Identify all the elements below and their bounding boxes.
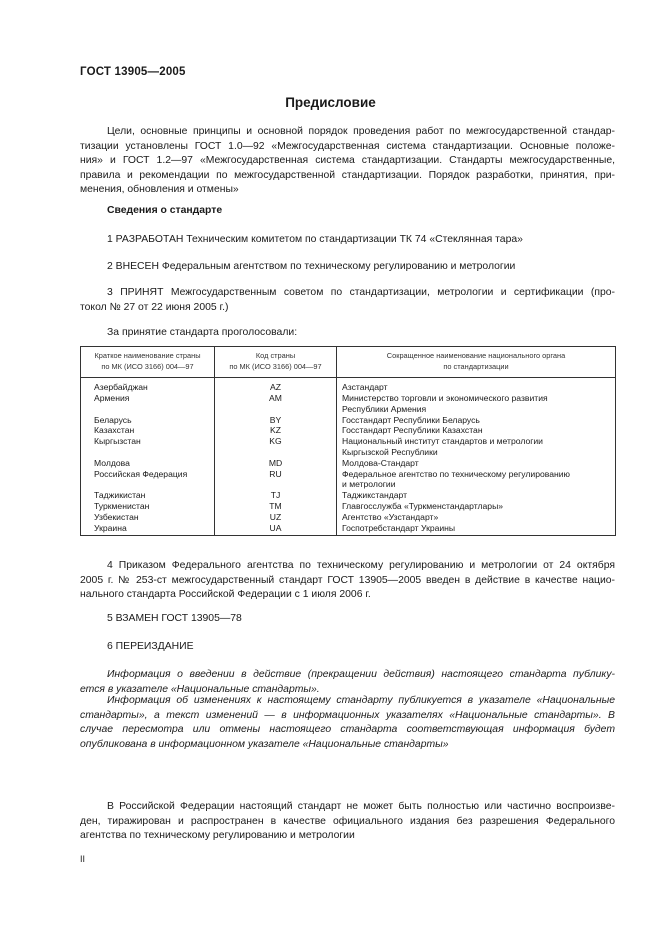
vote-intro-text: За принятие стандарта проголосовали: — [107, 327, 298, 338]
table-row — [81, 523, 616, 536]
item-text: 2005 г. № 253-ст межгосударственный стандарт ГОСТ 13905—2005 введен в действие в качестве нацио- — [80, 574, 615, 586]
intro-line: тизации установлены ГОСТ 1.0—92 «Межгосударственная система стандартизации. Основные положе- — [80, 140, 615, 152]
info-line: Информация об изменениях к настоящему стандарту публикуется в указателе «Национальные — [107, 695, 615, 706]
body-cell — [337, 523, 616, 536]
info-changes — [80, 694, 615, 752]
code-cell: KZ — [215, 425, 337, 436]
column-header-body — [337, 347, 616, 378]
body-line: Молдова-Стандарт — [342, 457, 419, 468]
body-cell — [337, 490, 616, 501]
country-cell: Туркменистан — [81, 501, 215, 512]
info-line: опубликована в информационном указателе «Национальные стандарты» — [80, 738, 449, 750]
intro-line: правила и рекомендации по межгосударственной стандартизации. Порядок разработки, принятия, при- — [80, 169, 615, 181]
body-cell — [337, 458, 616, 469]
body-line: Госстандарт Республики Казахстан — [342, 425, 483, 436]
item-text: 5 ВЗАМЕН ГОСТ 13905—78 — [107, 613, 242, 624]
info-line: Информация о введении в действие (прекращении действия) настоящего стандарта публику- — [107, 669, 615, 680]
country-cell: Молдова — [81, 458, 215, 469]
intro-line: менения, обновления и отмены» — [80, 184, 239, 196]
body-line: Таджикстандарт — [342, 490, 408, 501]
table-row — [81, 512, 616, 523]
info-enactment — [80, 668, 615, 697]
body-line: Госпотребстандарт Украины — [342, 522, 456, 533]
body-line: Национальный институт стандартов и метрологии — [342, 436, 543, 447]
info-line: стандарты», а текст изменений — в информационных указателях «Национальные стандарты». В — [80, 709, 615, 721]
item-text: 6 ПЕРЕИЗДАНИЕ — [107, 641, 194, 652]
body-line: Республики Армения — [342, 403, 427, 414]
code-cell: UA — [215, 523, 337, 536]
item-enacted — [80, 559, 615, 603]
item-reissue — [80, 640, 615, 655]
item-developed — [80, 233, 615, 248]
country-cell: Азербайджан — [81, 378, 215, 393]
item-text: 3 ПРИНЯТ Межгосударственным советом по стандартизации, метрологии и сертификации (про- — [107, 287, 615, 298]
table-row — [81, 436, 616, 458]
header-line: по МК (ИСО 3166) 004—97 — [101, 361, 194, 371]
item-text: 1 РАЗРАБОТАН Техническим комитетом по стандартизации ТК 74 «Стеклянная тара» — [107, 234, 523, 245]
code-cell: AM — [215, 393, 337, 415]
section-heading: Сведения о стандарте — [107, 205, 223, 216]
item-text: токол № 27 от 22 июня 2005 г.) — [80, 301, 229, 313]
item-introduced — [80, 260, 615, 275]
header-line: по стандартизации — [443, 361, 509, 371]
code-cell: TM — [215, 501, 337, 512]
header-line: Краткое наименование страны — [94, 351, 201, 360]
body-line: Кыргызской Республики — [342, 446, 438, 457]
code-cell: AZ — [215, 378, 337, 393]
table-row — [81, 425, 616, 436]
country-cell: Казахстан — [81, 425, 215, 436]
column-header-country — [81, 347, 215, 378]
header-line: Код страны — [255, 351, 296, 360]
page-number: II — [80, 854, 86, 864]
intro-line: Цели, основные принципы и основной порядок проведения работ по межгосударственной стандар- — [107, 126, 615, 137]
body-cell — [337, 436, 616, 458]
table-row — [81, 501, 616, 512]
page-title: Предисловие — [285, 95, 376, 110]
copyright-notice — [80, 800, 615, 844]
code-cell: TJ — [215, 490, 337, 501]
body-cell — [337, 512, 616, 523]
code-cell: RU — [215, 469, 337, 491]
country-cell: Кыргызстан — [81, 436, 215, 458]
body-line: Агентство «Узстандарт» — [342, 511, 439, 522]
voting-table — [80, 346, 616, 536]
country-cell: Украина — [81, 523, 215, 536]
info-line: ется в указателе «Национальные стандарты». — [80, 683, 320, 695]
table-row — [81, 490, 616, 501]
body-cell — [337, 378, 616, 393]
code-cell: MD — [215, 458, 337, 469]
table-row — [81, 458, 616, 469]
body-cell — [337, 501, 616, 512]
table-row — [81, 415, 616, 426]
table-header-row — [81, 347, 616, 378]
country-cell: Российская Федерация — [81, 469, 215, 491]
body-cell — [337, 469, 616, 491]
info-line: случае пересмотра или отмены настоящего стандарта соответствующая информация будет — [80, 724, 615, 736]
intro-line: ния» и ГОСТ 1.2—97 «Межгосударственная система стандартизации. Стандарты межгосударственные, — [80, 155, 615, 167]
document-designation: ГОСТ 13905—2005 — [80, 66, 186, 78]
copyright-line: агентства по техническому регулированию и метрологии — [80, 830, 355, 842]
body-cell — [337, 393, 616, 415]
body-line: Азстандарт — [342, 382, 388, 393]
code-cell: BY — [215, 415, 337, 426]
table-row — [81, 393, 616, 415]
country-cell: Узбекистан — [81, 512, 215, 523]
country-cell: Таджикистан — [81, 490, 215, 501]
copyright-line: ден, тиражирован и распространен в качестве официального издания без разрешения Федерального — [80, 815, 615, 827]
body-line: Министерство торговли и экономического развития — [342, 392, 548, 403]
column-header-code — [215, 347, 337, 378]
code-cell: UZ — [215, 512, 337, 523]
header-line: по МК (ИСО 3166) 004—97 — [229, 361, 322, 371]
code-cell: KG — [215, 436, 337, 458]
vote-intro — [80, 326, 615, 341]
item-text: 4 Приказом Федерального агентства по техническому регулированию и метрологии от 24 октября — [107, 560, 615, 571]
country-cell: Армения — [81, 393, 215, 415]
body-cell — [337, 415, 616, 426]
body-line: Главгосслужба «Туркменстандартлары» — [342, 500, 504, 511]
header-line: Сокращенное наименование национального органа — [386, 351, 566, 360]
item-replaces — [80, 612, 615, 627]
table-row — [81, 378, 616, 393]
body-line: Госстандарт Республики Беларусь — [342, 414, 480, 425]
copyright-line: В Российской Федерации настоящий стандарт не может быть полностью или частично воспроизве- — [107, 801, 615, 812]
body-line: Федеральное агентство по техническому регулированию — [342, 468, 571, 479]
country-cell: Беларусь — [81, 415, 215, 426]
item-text: нального стандарта Российской Федерации с 1 июля 2006 г. — [80, 589, 371, 601]
intro-paragraph — [80, 125, 615, 198]
body-line: и метрологии — [342, 479, 396, 490]
item-adopted — [80, 286, 615, 315]
item-text: 2 ВНЕСЕН Федеральным агентством по техническому регулированию и метрологии — [107, 261, 516, 272]
body-cell — [337, 425, 616, 436]
table-row — [81, 469, 616, 491]
